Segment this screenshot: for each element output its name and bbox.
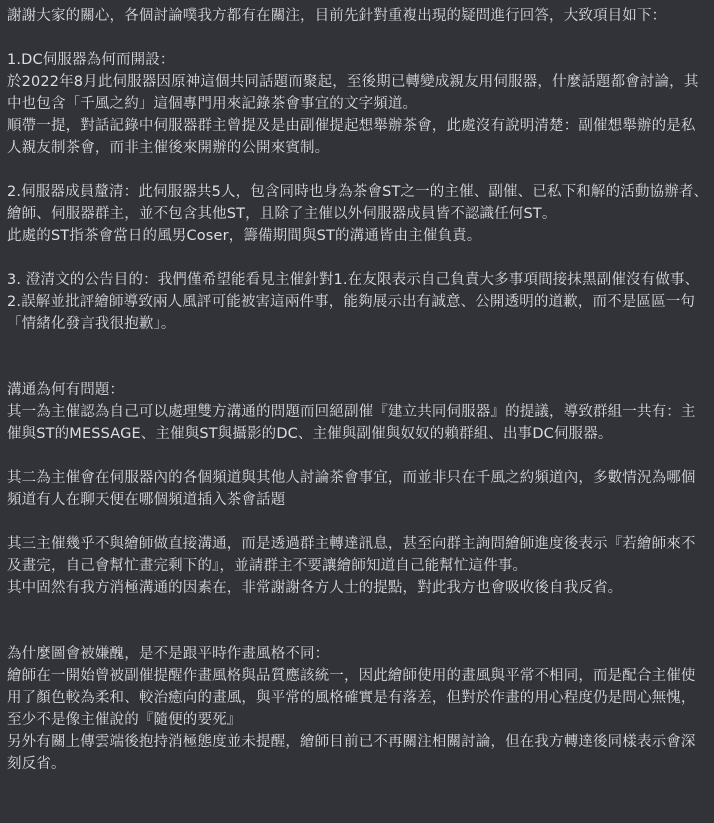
spacer: [7, 511, 709, 533]
section-4-paragraph-1: 其一為主催認為自己可以處理雙方溝通的問題而回絕副催『建立共同伺服器』的提議，導致群組一共有：主催與ST的MESSAGE、主催與ST與攝影的DC、主催與副催與奴奴的賴群組、出事DC伺服器。: [7, 404, 696, 442]
intro-paragraph: 謝謝大家的關心，各個討論噗我方都有在關注，目前先針對重複出現的疑問進行回答，大致項目如下：: [7, 8, 667, 24]
spacer: [7, 247, 709, 269]
section-4-paragraph-4: 其中固然有我方消極溝通的因素在，非常謝謝各方人士的提點，對此我方也會吸收後自我反省。: [7, 580, 623, 596]
spacer: [7, 599, 709, 643]
section-4-paragraph-3: 其三主催幾乎不與繪師做直接溝通，而是透過群主轉達訊息，甚至向群主詢問繪師進度後表示『若繪師來不及畫完，自己會幫忙畫完剩下的』，並請群主不要讓繪師知道自己能幫忙這件事。: [7, 536, 696, 574]
section-1-heading: 1.DC伺服器為何而開設：: [7, 52, 175, 68]
section-1-paragraph-1: 於2022年8月此伺服器因原神這個共同話題而聚起，至後期已轉變成親友用伺服器，什麼話題都會討論，其中也包含「千風之約」這個專門用來記錄茶會事宜的文字頻道。: [7, 74, 699, 112]
section-2-paragraph-2: 此處的ST指茶會當日的風男Coser，籌備期間與ST的溝通皆由主催負責。: [7, 228, 482, 244]
section-4-heading: 溝通為何有問題：: [7, 382, 125, 398]
section-5-paragraph-1: 繪師在一開始曾被副催提醒作畫風格與品質應該統一，因此繪師使用的畫風與平常不相同，而是配合主催使用了顏色較為柔和、較治癒向的畫風，與平常的風格確實是有落差，但對於作畫的用心程度仍是問心無愧，至少不是像主催說的『隨便的要死』: [7, 668, 696, 728]
section-1-paragraph-2: 順帶一提，對話記錄中伺服器群主曾提及是由副催提起想舉辦茶會，此處沒有說明清楚：副催想舉辦的是私人親友制茶會，而非主催後來開辦的公開來賓制。: [7, 118, 696, 156]
message-content: [7, 5, 709, 775]
section-2-paragraph-1: 2.伺服器成員釐清：此伺服器共5人，包含同時也身為茶會ST之一的主催、副催、已私下和解的活動協辦者、繪師、伺服器群主，並不包含其他ST，且除了主催以外伺服器成員皆不認識任何ST。: [7, 184, 709, 222]
section-5-heading: 為什麼圖會被嫌醜，是不是跟平時作畫風格不同：: [7, 646, 330, 662]
section-4-paragraph-2: 其二為主催會在伺服器內的各個頻道與其他人討論茶會事宜，而並非只在千風之約頻道內，多數情況為哪個頻道有人在聊天便在哪個頻道插入茶會話題: [7, 470, 696, 508]
spacer: [7, 335, 709, 379]
spacer: [7, 27, 709, 49]
section-3-paragraph: 3. 澄清文的公告目的：我們僅希望能看見主催針對1.在友限表示自己負責大多事項間接抹黑副催沒有做事、2.誤解並批評繪師導致兩人風評可能被害這兩件事，能夠展示出有誠意、公開透明的道歉，而不是區區一句「情緒化發言我很抱歉」。: [7, 272, 700, 332]
section-5-paragraph-2: 另外有關上傳雲端後抱持消極態度並未提醒，繪師目前已不再關注相關討論，但在我方轉達後同樣表示會深刻反省。: [7, 734, 696, 772]
spacer: [7, 159, 709, 181]
spacer: [7, 445, 709, 467]
